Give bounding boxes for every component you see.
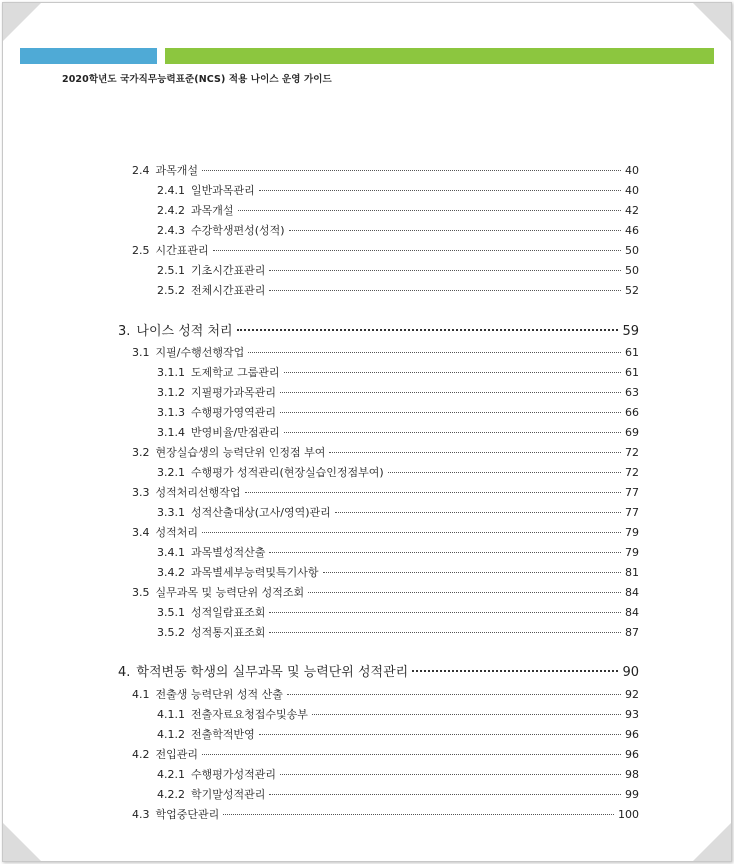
toc-dot-leader <box>202 754 621 755</box>
toc-entry-title: 수행평가 성적관리(현장실습인정점부여) <box>191 466 384 479</box>
toc-page-number: 59 <box>622 324 639 339</box>
toc-entry[interactable] <box>157 222 639 236</box>
toc-entry[interactable] <box>157 766 639 780</box>
toc-entry-number: 3.3 <box>132 486 150 499</box>
toc-entry[interactable] <box>157 604 639 618</box>
toc-dot-leader <box>280 392 621 393</box>
toc-dot-leader <box>259 190 621 191</box>
toc-entry-title: 과목별세부능력및특기사항 <box>191 566 319 579</box>
toc-entry[interactable] <box>132 686 639 700</box>
toc-page-number: 98 <box>625 768 639 781</box>
toc-entry-title: 전출자료요청접수및송부 <box>191 708 308 721</box>
toc-entry[interactable] <box>132 444 639 458</box>
toc-dot-leader <box>308 592 621 593</box>
toc-entry-number: 2.5.1 <box>157 264 185 277</box>
toc-entry-number: 3. <box>118 324 131 339</box>
toc-entry[interactable] <box>157 544 639 558</box>
toc-entry[interactable] <box>157 404 639 418</box>
toc-entry[interactable] <box>132 242 639 256</box>
toc-entry-number: 3.4.2 <box>157 566 185 579</box>
toc-page-number: 72 <box>625 446 639 459</box>
toc-dot-leader <box>329 452 621 453</box>
toc-dot-leader <box>287 694 621 695</box>
toc-entry-title: 시간표관리 <box>155 244 209 257</box>
toc-page-number: 40 <box>625 184 639 197</box>
toc-dot-leader <box>269 612 621 613</box>
toc-entry-title: 학적변동 학생의 실무과목 및 능력단위 성적관리 <box>136 665 409 680</box>
toc-entry[interactable] <box>157 726 639 740</box>
toc-entry-number: 3.5 <box>132 586 150 599</box>
toc-dot-leader <box>280 774 621 775</box>
toc-entry-title: 현장실습생의 능력단위 인정점 부여 <box>155 446 326 459</box>
toc-entry[interactable] <box>132 584 639 598</box>
toc-entry-number: 4.1.1 <box>157 708 185 721</box>
toc-entry-number: 2.4.2 <box>157 204 185 217</box>
toc-page-number: 92 <box>625 688 639 701</box>
toc-entry-title: 학업중단관리 <box>155 808 220 821</box>
toc-entry-number: 4.2 <box>132 748 150 761</box>
toc-entry[interactable] <box>157 464 639 478</box>
toc-page-number: 79 <box>625 546 639 559</box>
toc-entry-number: 3.4.1 <box>157 546 185 559</box>
toc-entry[interactable] <box>132 806 639 820</box>
toc-page-number: 84 <box>625 586 639 599</box>
toc-page-number: 52 <box>625 284 639 297</box>
toc-entry-title: 성적처리 <box>155 526 199 539</box>
toc-entry-title: 지필평가과목관리 <box>191 386 277 399</box>
toc-entry-title: 지필/수행선행작업 <box>155 346 245 359</box>
toc-dot-leader <box>238 210 621 211</box>
toc-entry-title: 수행평가성적관리 <box>191 768 277 781</box>
toc-dot-leader <box>269 794 621 795</box>
toc-chapter-entry[interactable] <box>118 320 639 337</box>
toc-entry-number: 3.5.1 <box>157 606 185 619</box>
toc-page-number: 69 <box>625 426 639 439</box>
toc-entry-number: 4.1 <box>132 688 150 701</box>
toc-entry-title: 성적일람표조회 <box>191 606 266 619</box>
toc-entry-number: 4.2.2 <box>157 788 185 801</box>
toc-dot-leader <box>284 372 621 373</box>
toc-page-number: 72 <box>625 466 639 479</box>
toc-page-number: 87 <box>625 626 639 639</box>
toc-page-number: 84 <box>625 606 639 619</box>
toc-dot-leader <box>280 412 621 413</box>
toc-entry-title: 실무과목 및 능력단위 성적조회 <box>155 586 305 599</box>
toc-page-number: 77 <box>625 486 639 499</box>
toc-entry-number: 3.1 <box>132 346 150 359</box>
toc-entry-title: 도제학교 그룹관리 <box>191 366 280 379</box>
toc-entry-number: 2.5 <box>132 244 150 257</box>
toc-entry[interactable] <box>132 344 639 358</box>
toc-entry-title: 일반과목관리 <box>191 184 255 197</box>
toc-entry[interactable] <box>157 424 639 438</box>
toc-entry-title: 전출생 능력단위 성적 산출 <box>155 688 283 701</box>
toc-dot-leader <box>269 632 621 633</box>
toc-entry-number: 4.3 <box>132 808 150 821</box>
toc-entry-number: 3.5.2 <box>157 626 185 639</box>
toc-page-number: 93 <box>625 708 639 721</box>
toc-page-number: 100 <box>618 808 639 821</box>
toc-entry[interactable] <box>132 524 639 538</box>
toc-dot-leader <box>223 814 614 815</box>
toc-page-number: 61 <box>625 346 639 359</box>
toc-page-number: 46 <box>625 224 639 237</box>
toc-page-number: 96 <box>625 728 639 741</box>
toc-page-number: 42 <box>625 204 639 217</box>
toc-dot-leader <box>323 572 621 573</box>
toc-dot-leader <box>202 170 621 171</box>
toc-entry-number: 3.1.3 <box>157 406 185 419</box>
toc-entry-title: 수강학생편성(성적) <box>191 224 285 237</box>
toc-entry-title: 성적통지표조회 <box>191 626 266 639</box>
toc-entry-title: 수행평가영역관리 <box>191 406 277 419</box>
toc-dot-leader <box>269 270 621 271</box>
toc-entry[interactable] <box>157 384 639 398</box>
toc-page-number: 63 <box>625 386 639 399</box>
toc-entry[interactable] <box>157 202 639 216</box>
toc-entry-number: 4.1.2 <box>157 728 185 741</box>
toc-entry-title: 반영비율/만점관리 <box>191 426 280 439</box>
toc-entry-title: 성적처리선행작업 <box>155 486 241 499</box>
toc-page-number: 50 <box>625 264 639 277</box>
toc-entry[interactable] <box>157 364 639 378</box>
toc-entry[interactable] <box>157 262 639 276</box>
toc-dot-leader <box>248 352 621 353</box>
toc-dot-leader <box>269 290 621 291</box>
toc-chapter-entry[interactable] <box>118 661 639 678</box>
toc-page-number: 96 <box>625 748 639 761</box>
toc-entry-number: 3.2 <box>132 446 150 459</box>
toc-page-number: 40 <box>625 164 639 177</box>
toc-entry[interactable] <box>157 182 639 196</box>
toc-dot-leader <box>213 250 621 251</box>
toc-dot-leader <box>245 492 621 493</box>
toc-entry[interactable] <box>132 746 639 760</box>
toc-entry[interactable] <box>157 624 639 638</box>
toc-page-number: 50 <box>625 244 639 257</box>
toc-entry-title: 과목별성적산출 <box>191 546 266 559</box>
toc-dot-leader <box>259 734 621 735</box>
toc-entry-title: 나이스 성적 처리 <box>136 324 233 339</box>
toc-entry[interactable] <box>157 564 639 578</box>
toc-entry-number: 3.1.2 <box>157 386 185 399</box>
toc-page-number: 66 <box>625 406 639 419</box>
toc-entry-title: 전체시간표관리 <box>191 284 266 297</box>
toc-page-number: 77 <box>625 506 639 519</box>
toc-entry-title: 전출학적반영 <box>191 728 255 741</box>
toc-entry-title: 학기말성적관리 <box>191 788 266 801</box>
toc-entry-title: 과목개설 <box>155 164 199 177</box>
toc-page-number: 81 <box>625 566 639 579</box>
toc-entry[interactable] <box>157 706 639 720</box>
toc-entry[interactable] <box>157 786 639 800</box>
toc-page-number: 79 <box>625 526 639 539</box>
toc-dot-leader <box>335 512 621 513</box>
toc-dot-leader <box>237 329 619 331</box>
toc-entry-number: 4.2.1 <box>157 768 185 781</box>
toc-entry-number: 3.4 <box>132 526 150 539</box>
toc-entry-number: 2.5.2 <box>157 284 185 297</box>
toc-entry-title: 기초시간표관리 <box>191 264 266 277</box>
toc-page-number: 90 <box>622 665 639 680</box>
toc-dot-leader <box>412 670 618 672</box>
toc-dot-leader <box>388 472 621 473</box>
toc-entry-number: 2.4.3 <box>157 224 185 237</box>
toc-entry[interactable] <box>157 282 639 296</box>
toc-entry[interactable] <box>132 484 639 498</box>
toc-entry-number: 3.2.1 <box>157 466 185 479</box>
toc-entry-number: 3.1.4 <box>157 426 185 439</box>
toc-entry-title: 전입관리 <box>155 748 199 761</box>
toc-dot-leader <box>289 230 621 231</box>
toc-entry-number: 3.1.1 <box>157 366 185 379</box>
toc-entry[interactable] <box>132 162 639 176</box>
toc-page-number: 61 <box>625 366 639 379</box>
toc-dot-leader <box>202 532 621 533</box>
toc-dot-leader <box>312 714 621 715</box>
toc-entry-number: 4. <box>118 665 131 680</box>
toc-entry-number: 3.3.1 <box>157 506 185 519</box>
toc-entry[interactable] <box>157 504 639 518</box>
toc-entry-title: 성적산출대상(고사/영역)관리 <box>191 506 331 519</box>
toc-entry-number: 2.4 <box>132 164 150 177</box>
toc-dot-leader <box>284 432 621 433</box>
toc-entry-number: 2.4.1 <box>157 184 185 197</box>
toc-dot-leader <box>269 552 621 553</box>
toc-page-number: 99 <box>625 788 639 801</box>
toc-entry-title: 과목개설 <box>191 204 234 217</box>
header-title: 2020학년도 국가직무능력표준(NCS) 적용 나이스 운영 가이드 <box>62 74 332 85</box>
